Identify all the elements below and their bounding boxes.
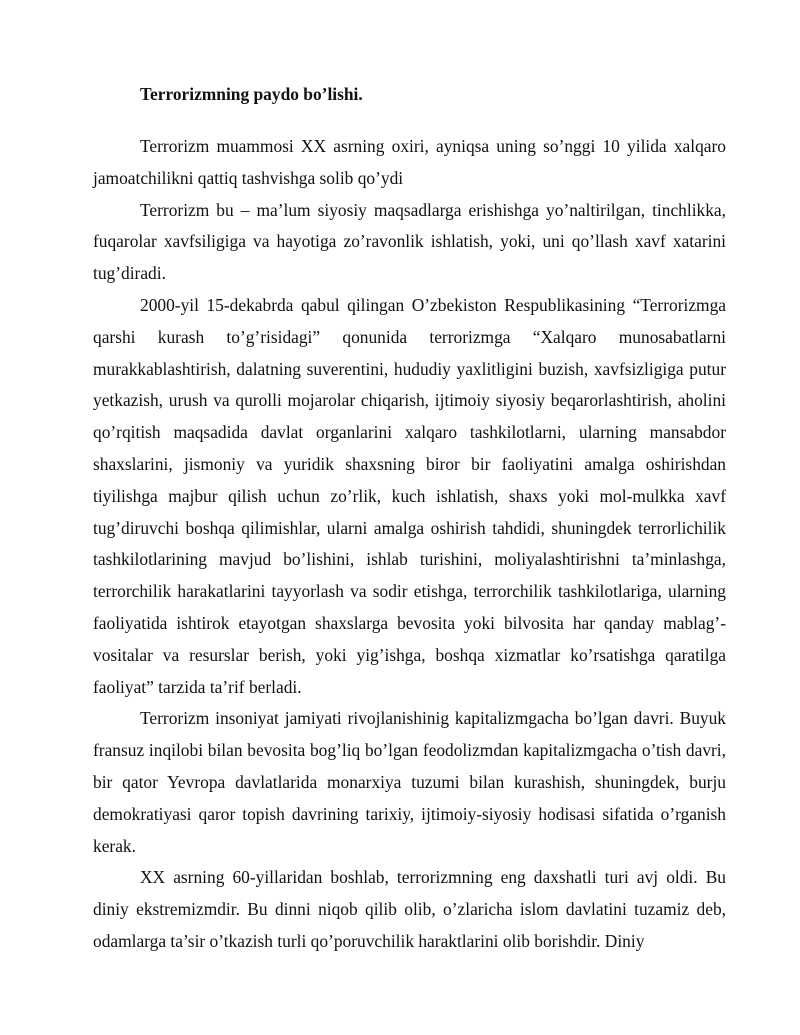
document-heading: Terrorizmning paydo bo’lishi. [140,84,363,104]
paragraph: Terrorizm bu – ma’lum siyosiy maqsadlarga erishishga yo’naltirilgan, tinchlikka, fuqarolar xavfsiligiga va hayotiga zo’ravonlik ishlatish, yoki, uni qo’llash xavf xatarini tug’diradi. [93,199,726,284]
paragraph: Terrorizm insoniyat jamiyati rivojlanishinig kapitalizmgacha bo’lgan davri. Buyuk fransuz inqilobi bilan bevosita bog’liq bo’lgan feodolizmdan kapitalizmgacha o’tish davri, bir qator Yevropa davlatlarida monarxiya tuzumi bilan kurashish, shuningdek, burju demokratiyasi qaror topish davrining tarixiy, ijtimoiy-siyosiy hodisasi sifatida o’rganish kerak. [93,708,726,856]
paragraph: XX asrning 60-yillaridan boshlab, terrorizmning eng daxshatli turi avj oldi. Bu diniy ekstremizmdir. Bu dinni niqob qilib olib, o’zlaricha islom davlatini tuzamiz deb, odamlarga ta’sir o’tkazish turli qo’poruvchilik haraktlarini olib borishdir. Diniy [93,867,726,951]
document-body [93,131,726,958]
paragraph: Terrorizm muammosi XX asrning oxiri, ayniqsa uning so’nggi 10 yilida xalqaro jamoatchilikni qattiq tashvishga solib qo’ydi [93,136,726,188]
paragraph: 2000-yil 15-dekabrda qabul qilingan O’zbekiston Respublikasining “Terrorizmga qarshi kurash to’g’risidagi” qonunida terrorizmga “Xalqaro munosabatlarni murakkablashtirish, dalatning suverentini, hududiy yaxlitligini buzish, xavfsizligiga putur yetkazish, urush va qurolli mojarolar chiqarish, ijtimoiy siyosiy beqarorlashtirish, aholini qo’rqitish maqsadida davlat organlarini xalqaro tashkilotlarni, ularning mansabdor shaxslarini, jismoniy va yuridik shaxsning biror bir faoliyatini amalga oshirishdan tiyilishga majbur qilish uchun zo’rlik, kuch ishlatish, shaxs yoki mol-mulkka xavf tug’diruvchi boshqa qilimishlar, ularni amalga oshirish tahdidi, shuningdek terrorlichilik tashkilotlarining mavjud bo’lishini, ishlab turishini, moliyalashtirishni ta’minlashga, terrorchilik harakatlarini tayyorlash va sodir etishga, terrorchilik tashkilotlariga, ularning faoliyatida ishtirok etayotgan shaxslarga bevosita yoki bilvosita har qanday mablag’-vositalar va resurslar berish, yoki yig’ishga, boshqa xizmatlar ko’rsatishga qaratilga faoliyat” tarzida ta’rif berladi. [93,294,726,697]
